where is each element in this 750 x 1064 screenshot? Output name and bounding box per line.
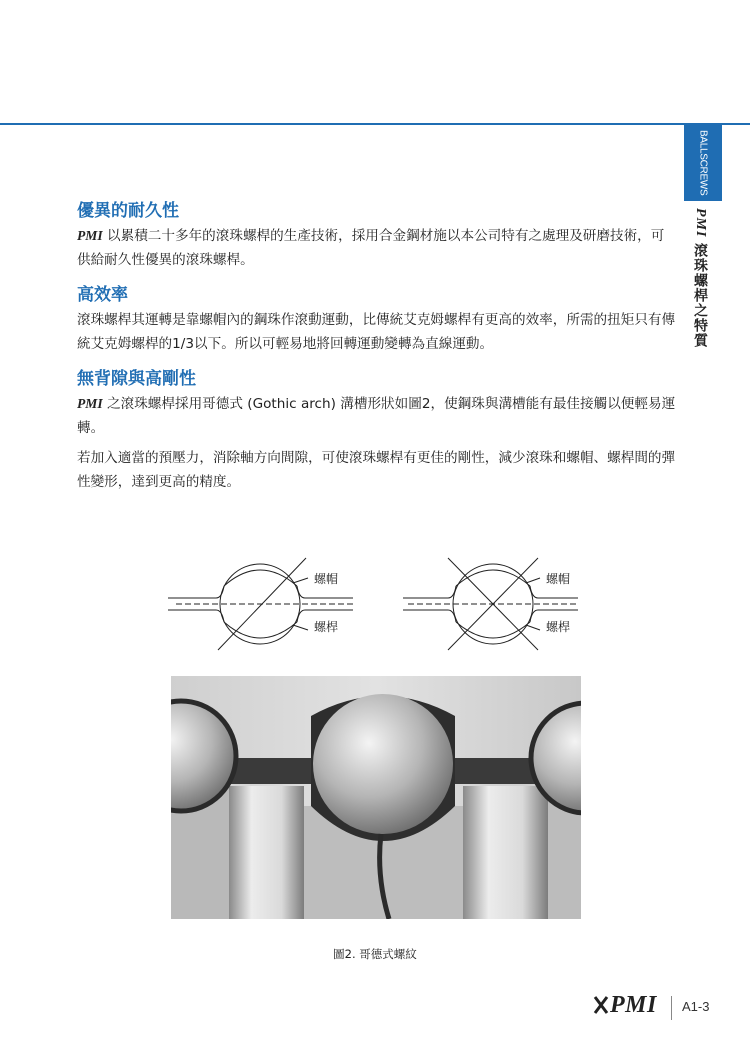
ball-groove-photo xyxy=(171,676,581,919)
chapter-title-brand: PMI xyxy=(693,208,708,238)
section-tab xyxy=(684,125,722,201)
section-rigidity xyxy=(77,366,677,494)
header-rule xyxy=(0,123,750,125)
brand-name: PMI xyxy=(77,396,103,411)
page-number: A1-3 xyxy=(682,999,710,1014)
figure-caption: 圖2. 哥德式螺紋 xyxy=(333,947,417,961)
gothic-arch-diagram xyxy=(168,550,588,660)
footer-divider xyxy=(671,996,672,1020)
paragraph: 滾珠螺桿其運轉是靠螺帽內的鋼珠作滾動運動，比傳統艾克姆螺桿有更高的效率，所需的扭矩只有傳統艾克姆螺桿的1/3以下。所以可輕易地將回轉運動變轉為直線運動。 xyxy=(77,312,676,352)
diagram-label-screw: 螺桿 xyxy=(314,620,339,634)
diagram-label-screw: 螺桿 xyxy=(546,620,571,634)
chapter-title-text: 滾珠螺桿之特質 xyxy=(692,237,708,349)
chapter-title xyxy=(690,208,710,348)
paragraph xyxy=(77,224,677,272)
paragraph: 若加入適當的預壓力，消除軸方向間隙，可使滾珠螺桿有更佳的剛性，減少滾珠和螺帽、螺桿間的彈性變形，達到更高的精度。 xyxy=(77,450,676,490)
diagram-label-nut: 螺帽 xyxy=(314,572,339,586)
section-durability xyxy=(77,198,677,272)
section-heading: 無背隙與高剛性 xyxy=(77,369,196,389)
section-efficiency xyxy=(77,282,677,356)
paragraph xyxy=(77,392,677,440)
section-tab-label: BALLSCREWS xyxy=(697,130,709,196)
main-content xyxy=(77,198,677,504)
pmi-logo-mark-icon xyxy=(593,994,609,1016)
diagram-label-nut: 螺帽 xyxy=(546,572,571,586)
paragraph-text: 之滾珠螺桿採用哥德式 (Gothic arch) 溝槽形狀如圖2，使鋼珠與溝槽能有最佳接觸以便輕易運轉。 xyxy=(77,396,676,436)
footer-logo: PMI xyxy=(610,992,657,1018)
brand-name: PMI xyxy=(77,228,103,243)
section-heading: 優異的耐久性 xyxy=(77,201,179,221)
section-heading: 高效率 xyxy=(77,285,128,305)
paragraph-text: 以累積二十多年的滾珠螺桿的生產技術，採用合金鋼材施以本公司特有之處理及研磨技術，可供給耐久性優異的滾珠螺桿。 xyxy=(77,228,665,268)
